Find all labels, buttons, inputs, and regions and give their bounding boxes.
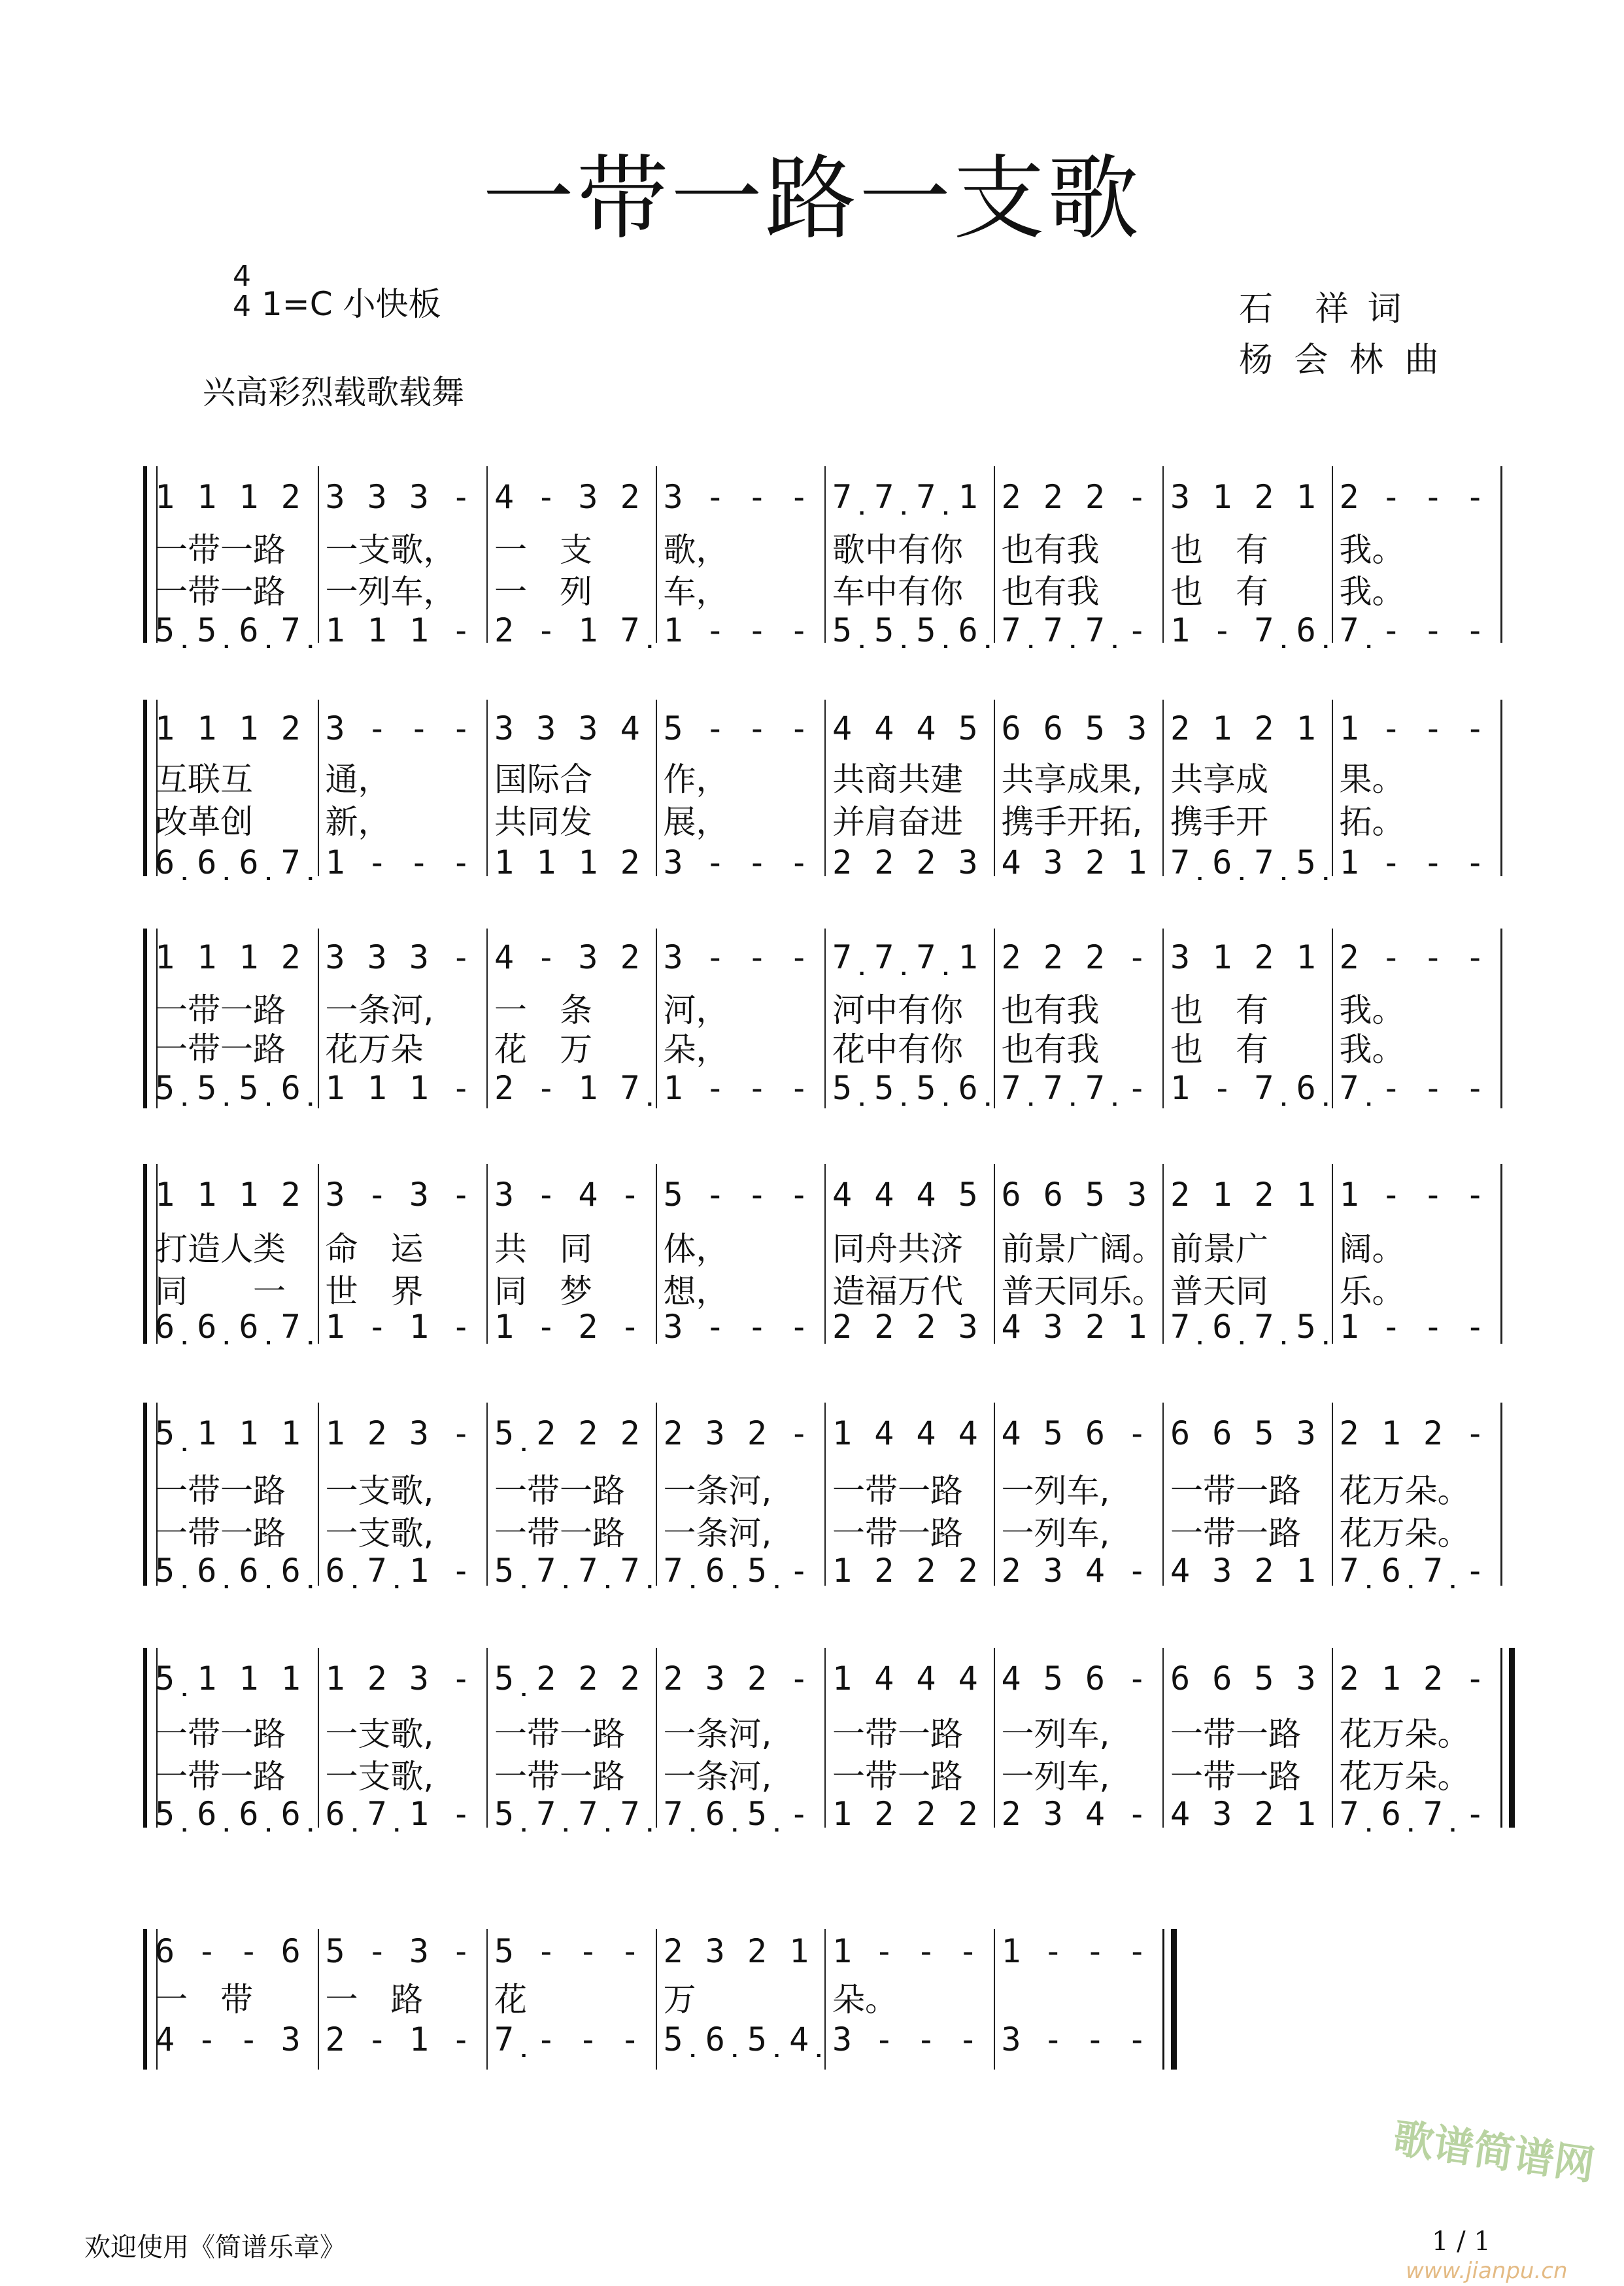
measure: [656, 1648, 826, 1833]
measure: [1332, 1648, 1502, 1833]
melody-notes: 1 2 3 -: [325, 1660, 473, 1697]
melody-notes: 7̣ 7̣ 7̣ 1: [832, 938, 979, 976]
melody-notes: 5̣ 2 2 2: [494, 1414, 641, 1452]
harmony-notes: 6̣ 6̣ 6̣ 7̣: [155, 844, 302, 881]
lyric-verse-1: 命 运: [325, 1230, 424, 1268]
score-system: [148, 1929, 1162, 2070]
measure: [148, 700, 317, 881]
melody-notes: 1 - - -: [1339, 709, 1487, 747]
harmony-notes: 1 - 2 -: [494, 1308, 641, 1346]
harmony-notes: 7̣ 6̣ 7̣ -: [1339, 1552, 1487, 1590]
lyric-verse-1: 一条河,: [663, 1715, 772, 1753]
harmony-notes: 7̣ 6̣ 7̣ 5̣: [1170, 1308, 1317, 1346]
melody-notes: 1 4 4 4: [832, 1414, 979, 1452]
lyric-verse-2: 一支歌,: [325, 1514, 434, 1552]
lyric-verse-2: 一带一路: [832, 1514, 963, 1552]
harmony-notes: 7̣ - - -: [494, 2021, 641, 2058]
melody-notes: 7̣ 7̣ 7̣ 1: [832, 478, 979, 516]
measure: [994, 1929, 1164, 2070]
lyric-verse-1: 共 同: [494, 1230, 592, 1268]
measure: [148, 1403, 317, 1590]
lyric-verse-2: 车，: [663, 573, 729, 611]
lyric-verse-2: 一列车,: [1001, 1514, 1110, 1552]
measure: [1162, 929, 1332, 1108]
lyric-verse-1: 也 有: [1170, 991, 1268, 1029]
measure: [656, 700, 826, 881]
measure: [1162, 1403, 1332, 1590]
barline: [1500, 929, 1502, 1108]
lyric-verse-1: 一带一路: [1170, 1472, 1301, 1510]
lyric-verse-1: 互联互: [155, 760, 253, 798]
melody-notes: 4 5 6 -: [1001, 1660, 1149, 1697]
lyric-verse-1: 一带一路: [832, 1715, 963, 1753]
lyric-verse-1: 作，: [663, 760, 729, 798]
barline: [1500, 700, 1502, 876]
lyric-verse-2: 一条河,: [663, 1514, 772, 1552]
harmony-notes: 4 3 2 1: [1170, 1552, 1317, 1590]
measure: [486, 1403, 656, 1590]
lyric-verse-2: 花万朵。: [1339, 1514, 1470, 1552]
melody-notes: 6 6 5 3: [1170, 1414, 1317, 1452]
lyric-verse-2: 一带一路: [494, 1514, 625, 1552]
measure: [1162, 466, 1332, 649]
lyric-verse-1: 一支歌,: [325, 1472, 434, 1510]
lyric-verse-2: 共同发: [494, 803, 592, 841]
measure: [994, 1403, 1164, 1590]
lyric-verse-2: 一带一路: [155, 573, 286, 611]
melody-notes: 3 3 3 4: [494, 709, 641, 747]
lyric-verse-2: 同 一: [155, 1272, 286, 1310]
measure: [656, 929, 826, 1108]
harmony-notes: 1 1 1 -: [325, 1069, 473, 1107]
lyric-verse-2: 花万朵: [325, 1031, 424, 1068]
melody-notes: 5̣ 2 2 2: [494, 1660, 641, 1697]
measure: [994, 1648, 1164, 1833]
melody-notes: 3 - - -: [325, 709, 473, 747]
melody-notes: 2 3 2 -: [663, 1414, 811, 1452]
harmony-notes: 1 - 7̣ 6̣: [1170, 1069, 1317, 1107]
lyric-verse-2: 携手开拓,: [1001, 803, 1143, 841]
measure: [486, 929, 656, 1108]
score-system: [148, 1164, 1500, 1344]
measure: [148, 1929, 317, 2070]
harmony-notes: 4 3 2 1: [1001, 844, 1149, 881]
harmony-notes: 2 3 4 -: [1001, 1552, 1149, 1590]
melody-notes: 2 3 2 1: [663, 1932, 811, 1970]
harmony-notes: 1 1 1 2: [494, 844, 641, 881]
harmony-notes: 5̣ 6̣ 5̣ 4̣: [663, 2021, 811, 2058]
melody-notes: 2 1 2 -: [1339, 1660, 1487, 1697]
lyric-verse-2: 展，: [663, 803, 729, 841]
lyric-verse-2: 花万朵。: [1339, 1758, 1470, 1796]
lyric-verse-2: 造福万代: [832, 1272, 963, 1310]
lyric-verse-2: 拓。: [1339, 803, 1405, 841]
barline: [1500, 466, 1502, 643]
melody-notes: 2 1 2 1: [1170, 709, 1317, 747]
harmony-notes: 2 - 1 -: [325, 2021, 473, 2058]
measure: [486, 1648, 656, 1833]
lyric-verse-2: 携手开: [1170, 803, 1268, 841]
melody-notes: 4 - 3 2: [494, 938, 641, 976]
time-signature-top: 4: [233, 260, 251, 293]
melody-notes: 3 - 4 -: [494, 1176, 641, 1214]
lyric-verse-1: 一列车,: [1001, 1472, 1110, 1510]
harmony-notes: 3 - - -: [1001, 2021, 1149, 2058]
melody-notes: 4 4 4 5: [832, 709, 979, 747]
lyric-verse-1: 一带一路: [832, 1472, 963, 1510]
page-number: 1 / 1: [1432, 2226, 1491, 2257]
lyric-verse-1: 前景广: [1170, 1230, 1268, 1268]
barline: [1500, 1164, 1502, 1344]
melody-notes: 3 1 2 1: [1170, 478, 1317, 516]
measure: [824, 1648, 994, 1833]
lyric-verse-1: 万: [663, 1981, 696, 2019]
melody-notes: 5 - - -: [494, 1932, 641, 1970]
melody-notes: 1 - - -: [1339, 1176, 1487, 1214]
measure: [824, 1164, 994, 1344]
measure: [994, 1164, 1164, 1344]
measure: [1332, 700, 1502, 881]
harmony-notes: 3 - - -: [663, 844, 811, 881]
harmony-notes: 7̣ 6̣ 5̣ -: [663, 1795, 811, 1833]
harmony-notes: 3 - - -: [832, 2021, 979, 2058]
harmony-notes: 1 - - -: [663, 611, 811, 649]
melody-notes: 6 - - 6: [155, 1932, 302, 1970]
lyric-verse-1: 花: [494, 1981, 527, 2019]
measure: [824, 700, 994, 881]
melody-notes: 5 - 3 -: [325, 1932, 473, 1970]
melody-notes: 5 - - -: [663, 709, 811, 747]
lyric-verse-2: 朵，: [663, 1031, 729, 1068]
harmony-notes: 1 2 2 2: [832, 1795, 979, 1833]
lyric-verse-1: 朵。: [832, 1981, 898, 2019]
melody-notes: 6 6 5 3: [1001, 1176, 1149, 1214]
song-title: 一带一路一支歌: [482, 146, 1142, 252]
score-system: [148, 1648, 1500, 1833]
harmony-notes: 6̣ 7̣ 1 -: [325, 1795, 473, 1833]
lyric-verse-1: 花万朵。: [1339, 1715, 1470, 1753]
harmony-notes: 7̣ - - -: [1339, 1069, 1487, 1107]
harmony-notes: 1 - 1 -: [325, 1308, 473, 1346]
lyric-verse-1: 也有我: [1001, 991, 1100, 1029]
melody-notes: 1 - - -: [1001, 1932, 1149, 1970]
lyric-verse-1: 果。: [1339, 760, 1405, 798]
lyric-verse-2: 一带一路: [155, 1031, 286, 1068]
measure: [824, 929, 994, 1108]
lyric-verse-1: 一 路: [325, 1981, 424, 2019]
melody-notes: 1 1 1 2: [155, 709, 302, 747]
measure: [318, 700, 488, 881]
measure: [148, 929, 317, 1108]
harmony-notes: 7̣ 6̣ 7̣ 5̣: [1170, 844, 1317, 881]
measure: [1162, 700, 1332, 881]
harmony-notes: 2 2 2 3: [832, 844, 979, 881]
melody-notes: 2 1 2 -: [1339, 1414, 1487, 1452]
melody-notes: 3 - - -: [663, 478, 811, 516]
melody-notes: 2 3 2 -: [663, 1660, 811, 1697]
harmony-notes: 1 - - -: [1339, 844, 1487, 881]
melody-notes: 6 6 5 3: [1170, 1660, 1317, 1697]
harmony-notes: 2 2 2 3: [832, 1308, 979, 1346]
harmony-notes: 7̣ - - -: [1339, 611, 1487, 649]
time-signature-bottom: 4: [233, 290, 251, 323]
lyric-verse-1: 一支歌,: [325, 1715, 434, 1753]
measure: [318, 929, 488, 1108]
measure: [994, 466, 1164, 649]
score-system: [148, 466, 1500, 649]
melody-notes: 2 - - -: [1339, 478, 1487, 516]
harmony-notes: 1 - - -: [1339, 1308, 1487, 1346]
measure: [1162, 1648, 1332, 1833]
harmony-notes: 1 - - -: [325, 844, 473, 881]
lyric-verse-2: 并肩奋进: [832, 803, 963, 841]
lyric-verse-1: 我。: [1339, 531, 1405, 569]
lyric-verse-1: 也 有: [1170, 531, 1268, 569]
lyric-verse-1: 一带一路: [155, 531, 286, 569]
lyric-verse-2: 同 梦: [494, 1272, 592, 1310]
lyric-verse-1: 一 支: [494, 531, 592, 569]
melody-notes: 6 6 5 3: [1001, 709, 1149, 747]
lyric-verse-2: 车中有你: [832, 573, 963, 611]
measure: [486, 1164, 656, 1344]
lyric-verse-1: 我。: [1339, 991, 1405, 1029]
harmony-notes: 7̣ 6̣ 5̣ -: [663, 1552, 811, 1590]
score-system: [148, 1403, 1500, 1590]
melody-notes: 4 - 3 2: [494, 478, 641, 516]
lyric-verse-2: 一支歌,: [325, 1758, 434, 1796]
lyric-verse-2: 一带一路: [832, 1758, 963, 1796]
measure: [1332, 929, 1502, 1108]
harmony-notes: 1 1 1 -: [325, 611, 473, 649]
measure: [656, 466, 826, 649]
lyric-verse-1: 同舟共济: [832, 1230, 963, 1268]
lyric-verse-1: 一带一路: [155, 1715, 286, 1753]
lyric-verse-2: 也有我: [1001, 1031, 1100, 1068]
melody-notes: 1 1 1 2: [155, 478, 302, 516]
melody-notes: 1 1 1 2: [155, 938, 302, 976]
lyric-verse-2: 也 有: [1170, 1031, 1268, 1068]
melody-notes: 3 3 3 -: [325, 478, 473, 516]
melody-notes: 1 2 3 -: [325, 1414, 473, 1452]
harmony-notes: 7̣ 7̣ 7̣ -: [1001, 611, 1149, 649]
measure: [318, 1403, 488, 1590]
lyric-verse-1: 共享成果,: [1001, 760, 1143, 798]
lyric-verse-1: 一带一路: [494, 1715, 625, 1753]
lyric-verse-2: 我。: [1339, 573, 1405, 611]
lyric-verse-2: 一列车，: [325, 573, 456, 611]
melody-notes: 2 2 2 -: [1001, 478, 1149, 516]
lyric-verse-1: 河中有你: [832, 991, 963, 1029]
harmony-notes: 5̣ 5̣ 5̣ 6̣: [832, 611, 979, 649]
score-system: [148, 929, 1500, 1108]
measure: [318, 1648, 488, 1833]
watermark-url: www.jianpu.cn: [1406, 2258, 1568, 2284]
lyric-verse-2: 也 有: [1170, 573, 1268, 611]
melody-notes: 3 1 2 1: [1170, 938, 1317, 976]
lyric-verse-1: 河，: [663, 991, 729, 1029]
measure: [1162, 1164, 1332, 1344]
melody-notes: 5 - - -: [663, 1176, 811, 1214]
measure: [318, 1929, 488, 2070]
melody-notes: 5̣ 1 1 1: [155, 1660, 302, 1697]
lyric-verse-1: 一条河,: [325, 991, 434, 1029]
lyricist-credit: 石 祥 词: [1239, 290, 1406, 329]
lyric-verse-1: 一带一路: [1170, 1715, 1301, 1753]
measure: [486, 1929, 656, 2070]
score-system: [148, 700, 1500, 881]
measure: [318, 466, 488, 649]
melody-notes: 5̣ 1 1 1: [155, 1414, 302, 1452]
harmony-notes: 7̣ 7̣ 7̣ -: [1001, 1069, 1149, 1107]
harmony-notes: 1 2 2 2: [832, 1552, 979, 1590]
measure: [1332, 1164, 1502, 1344]
lyric-verse-1: 也有我: [1001, 531, 1100, 569]
lyric-verse-1: 共享成: [1170, 760, 1268, 798]
melody-notes: 2 1 2 1: [1170, 1176, 1317, 1214]
measure: [148, 466, 317, 649]
harmony-notes: 5̣ 5̣ 5̣ 6̣: [155, 1069, 302, 1107]
watermark-logo: 歌谱简谱网: [1390, 2113, 1598, 2190]
lyric-verse-1: 体，: [663, 1230, 729, 1268]
lyric-verse-2: 世 界: [325, 1272, 424, 1310]
harmony-notes: 2 3 4 -: [1001, 1795, 1149, 1833]
lyric-verse-1: 歌中有你: [832, 531, 963, 569]
harmony-notes: 4 3 2 1: [1001, 1308, 1149, 1346]
harmony-notes: 3 - - -: [663, 1308, 811, 1346]
lyric-verse-2: 一列车,: [1001, 1758, 1110, 1796]
harmony-notes: 5̣ 7̣ 7̣ 7̣: [494, 1552, 641, 1590]
lyric-verse-2: 一带一路: [155, 1758, 286, 1796]
expression-marking: 兴高彩烈载歌载舞: [203, 373, 464, 411]
lyric-verse-1: 一带一路: [155, 991, 286, 1029]
measure: [656, 1164, 826, 1344]
time-signature: [232, 262, 252, 322]
lyric-verse-2: 普天同乐。: [1001, 1272, 1165, 1310]
lyric-verse-1: 阔。: [1339, 1230, 1405, 1268]
measure: [656, 1403, 826, 1590]
lyric-verse-1: 一支歌，: [325, 531, 456, 569]
measure: [824, 1929, 994, 2070]
lyric-verse-2: 我。: [1339, 1031, 1405, 1068]
lyric-verse-1: 前景广阔。: [1001, 1230, 1165, 1268]
harmony-notes: 1 - 7̣ 6̣: [1170, 611, 1317, 649]
harmony-notes: 5̣ 7̣ 7̣ 7̣: [494, 1795, 641, 1833]
measure: [486, 466, 656, 649]
lyric-verse-2: 花中有你: [832, 1031, 963, 1068]
lyric-verse-1: 国际合: [494, 760, 592, 798]
harmony-notes: 1 - - -: [663, 1069, 811, 1107]
harmony-notes: 2 - 1 7̣: [494, 1069, 641, 1107]
lyric-verse-2: 新，: [325, 803, 391, 841]
final-barline: [1162, 1929, 1164, 2070]
measure: [486, 700, 656, 881]
key-tempo: 1=C 小快板: [262, 285, 441, 323]
lyric-verse-2: 改革创: [155, 803, 253, 841]
melody-notes: 3 - - -: [663, 938, 811, 976]
lyric-verse-2: 想，: [663, 1272, 729, 1310]
harmony-notes: 2 - 1 7̣: [494, 611, 641, 649]
melody-notes: 1 - - -: [832, 1932, 979, 1970]
harmony-notes: 5̣ 5̣ 6̣ 7̣: [155, 611, 302, 649]
measure: [148, 1164, 317, 1344]
lyric-verse-2: 一带一路: [155, 1514, 286, 1552]
measure: [994, 929, 1164, 1108]
lyric-verse-2: 普天同: [1170, 1272, 1268, 1310]
lyric-verse-1: 一 带: [155, 1981, 253, 2019]
harmony-notes: 5̣ 6̣ 6̣ 6̣: [155, 1552, 302, 1590]
lyric-verse-2: 也有我: [1001, 573, 1100, 611]
lyric-verse-2: 乐。: [1339, 1272, 1405, 1310]
harmony-notes: 7̣ 6̣ 7̣ -: [1339, 1795, 1487, 1833]
lyric-verse-2: 花 万: [494, 1031, 592, 1068]
barline: [1500, 1403, 1502, 1586]
harmony-notes: 4 3 2 1: [1170, 1795, 1317, 1833]
measure: [994, 700, 1164, 881]
lyric-verse-1: 打造人类: [155, 1230, 286, 1268]
lyric-verse-1: 花万朵。: [1339, 1472, 1470, 1510]
footer-credit: 欢迎使用《简谱乐章》: [84, 2232, 346, 2262]
lyric-verse-2: 一条河,: [663, 1758, 772, 1796]
melody-notes: 4 5 6 -: [1001, 1414, 1149, 1452]
melody-notes: 4 4 4 5: [832, 1176, 979, 1214]
lyric-verse-2: 一带一路: [1170, 1758, 1301, 1796]
melody-notes: 1 4 4 4: [832, 1660, 979, 1697]
melody-notes: 3 3 3 -: [325, 938, 473, 976]
measure: [1332, 1403, 1502, 1590]
measure: [824, 1403, 994, 1590]
lyric-verse-1: 一带一路: [155, 1472, 286, 1510]
lyric-verse-1: 一 条: [494, 991, 592, 1029]
lyric-verse-1: 一带一路: [494, 1472, 625, 1510]
composer-credit: 杨 会 林 曲: [1239, 341, 1444, 380]
harmony-notes: 6̣ 6̣ 6̣ 7̣: [155, 1308, 302, 1346]
measure: [656, 1929, 826, 2070]
lyric-verse-2: 一带一路: [494, 1758, 625, 1796]
harmony-notes: 6̣ 7̣ 1 -: [325, 1552, 473, 1590]
final-barline: [1500, 1648, 1502, 1828]
melody-notes: 2 2 2 -: [1001, 938, 1149, 976]
lyric-verse-1: 共商共建: [832, 760, 963, 798]
harmony-notes: 5̣ 6̣ 6̣ 6̣: [155, 1795, 302, 1833]
lyric-verse-1: 歌，: [663, 531, 729, 569]
harmony-notes: 4 - - 3: [155, 2021, 302, 2058]
lyric-verse-1: 通，: [325, 760, 391, 798]
measure: [1332, 466, 1502, 649]
lyric-verse-1: 一条河,: [663, 1472, 772, 1510]
measure: [318, 1164, 488, 1344]
harmony-notes: 5̣ 5̣ 5̣ 6̣: [832, 1069, 979, 1107]
measure: [148, 1648, 317, 1833]
lyric-verse-1: 一列车,: [1001, 1715, 1110, 1753]
lyric-verse-2: 一带一路: [1170, 1514, 1301, 1552]
melody-notes: 2 - - -: [1339, 938, 1487, 976]
lyric-verse-2: 一 列: [494, 573, 592, 611]
melody-notes: 1 1 1 2: [155, 1176, 302, 1214]
melody-notes: 3 - 3 -: [325, 1176, 473, 1214]
measure: [824, 466, 994, 649]
